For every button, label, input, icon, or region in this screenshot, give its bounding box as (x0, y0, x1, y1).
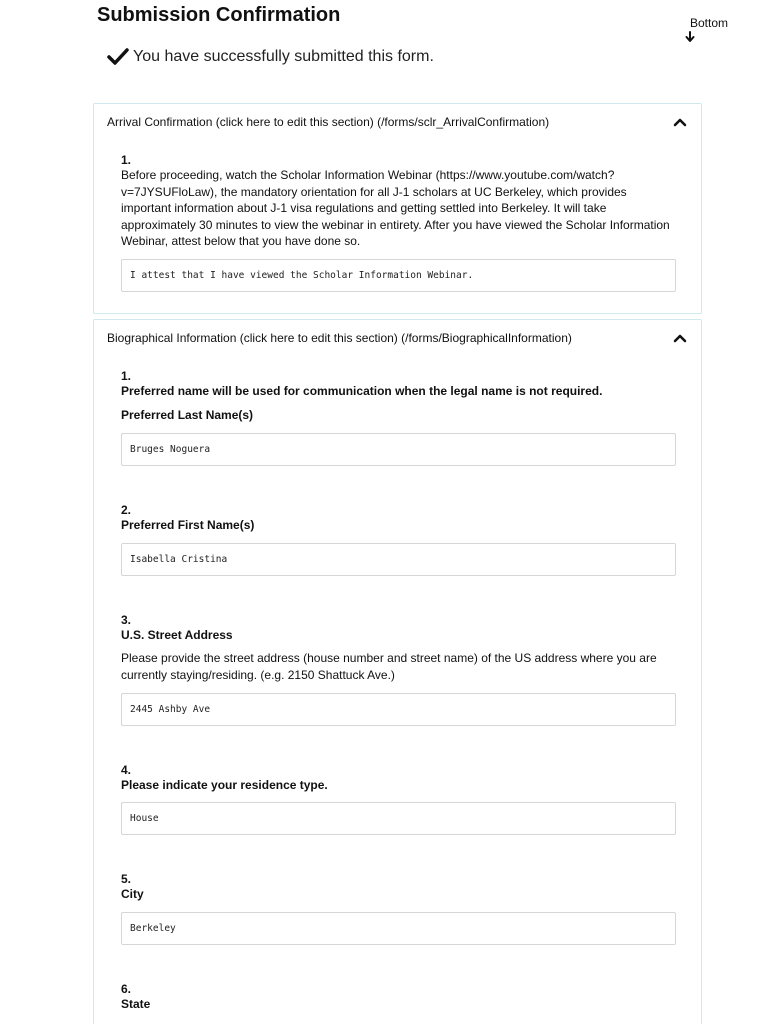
answer-field: House (121, 802, 676, 835)
answer-field: Bruges Noguera (121, 433, 676, 466)
question-description: Before proceeding, watch the Scholar Information Webinar (https://www.youtube.com/watch?v=7JYSUFloLaw), the mandatory orientation for all J-1 scholars at UC Berkeley, which provides important information about J-1 visa regulations and getting settled into Berkeley. It will take approximately 30 minutes to view the webinar in entirety. After you have viewed the Scholar Information Webinar, attest below that you have done so. (121, 168, 670, 248)
bottom-link-label: Bottom (689, 16, 728, 30)
question-label: Please indicate your residence type. (121, 778, 328, 792)
question-label: Preferred name will be used for communication when the legal name is not required. (121, 384, 603, 398)
chevron-up-icon[interactable] (673, 332, 687, 344)
question-sublabel: Preferred Last Name(s) (121, 408, 254, 422)
bottom-link[interactable] (684, 16, 734, 43)
section-title: Biographical Information (click here to edit this section) (/forms/BiographicalInformation) (107, 331, 572, 345)
question-label: Preferred First Name(s) (121, 518, 255, 532)
answer-field: Berkeley (121, 912, 676, 945)
question-label: U.S. Street Address (121, 628, 233, 642)
question-number: 6. (121, 982, 132, 996)
question-1 (121, 153, 676, 250)
question-state (121, 982, 676, 1012)
question-city (121, 872, 676, 902)
answer-field: I attest that I have viewed the Scholar Information Webinar. (121, 259, 676, 292)
section-header-arrival-confirmation[interactable] (94, 104, 701, 140)
section-header-biographical-information[interactable] (94, 320, 701, 356)
question-residence-type (121, 763, 676, 793)
page-title: Submission Confirmation (97, 4, 341, 26)
checkmark-icon (107, 48, 129, 66)
section-title: Arrival Confirmation (click here to edit this section) (/forms/sclr_ArrivalConfirmation) (107, 115, 550, 129)
question-label: State (121, 997, 151, 1011)
answer-field: 2445 Ashby Ave (121, 693, 676, 726)
question-number: 3. (121, 613, 132, 627)
question-number: 5. (121, 872, 132, 886)
success-text: You have successfully submitted this form. (133, 48, 434, 65)
success-message (107, 48, 434, 66)
question-description: Please provide the street address (house number and street name) of the US address where you are currently staying/residing. (e.g. 2150 Shattuck Ave.) (121, 651, 657, 682)
question-number: 1. (121, 369, 132, 383)
question-number: 1. (121, 153, 132, 167)
section-arrival-confirmation (93, 103, 702, 314)
question-preferred-last-name (121, 369, 676, 423)
question-label: City (121, 887, 144, 901)
question-number: 2. (121, 503, 132, 517)
section-biographical-information (93, 319, 702, 1024)
question-us-street-address (121, 613, 676, 683)
chevron-up-icon[interactable] (673, 116, 687, 128)
question-number: 4. (121, 763, 132, 777)
answer-field: Isabella Cristina (121, 543, 676, 576)
arrow-down-icon (684, 31, 696, 43)
question-preferred-first-name (121, 503, 676, 533)
